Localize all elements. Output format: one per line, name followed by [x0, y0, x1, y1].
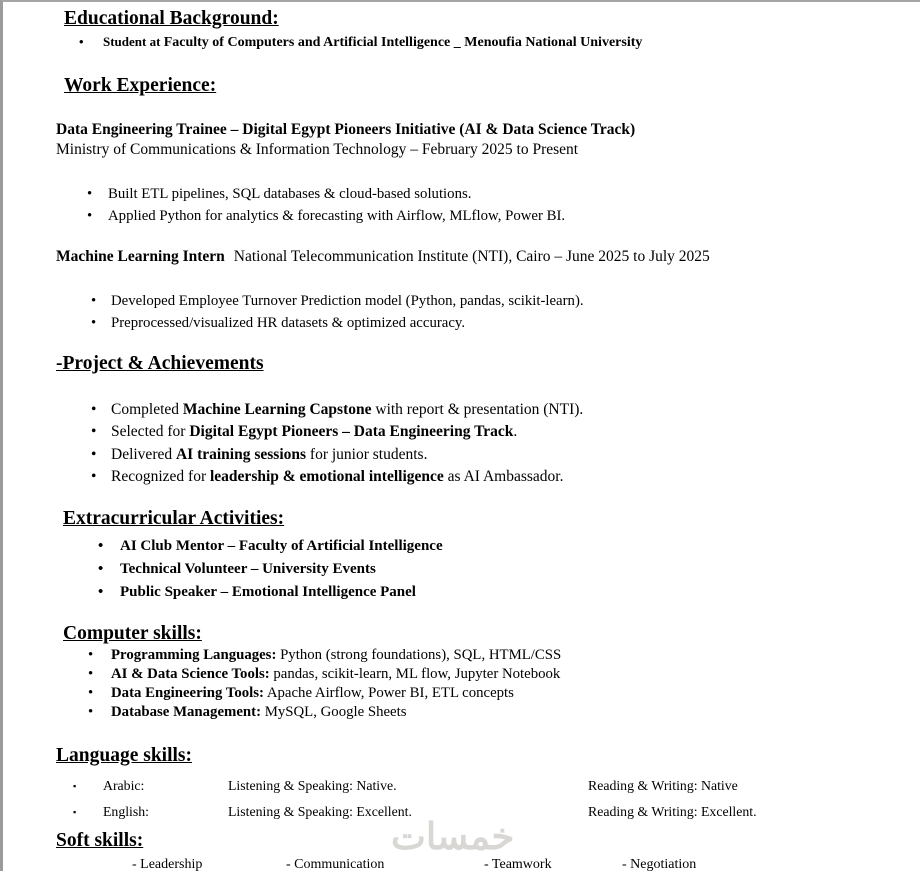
skill-label: Data Engineering Tools:	[111, 685, 264, 701]
bullet-icon: •	[88, 704, 94, 720]
job-org-line: Ministry of Communications & Information Technology – February 2025 to Present	[56, 141, 579, 158]
project-bullet	[91, 445, 427, 465]
skill-value: MySQL, Google Sheets	[261, 704, 407, 720]
section-heading-work: Work Experience:	[64, 75, 217, 96]
skill-value: pandas, scikit-learn, ML flow, Jupyter Notebook	[269, 666, 561, 682]
education-item	[79, 33, 642, 51]
skill-label: Programming Languages:	[111, 647, 277, 663]
project-bullet	[91, 400, 583, 420]
job-bullet-text: Developed Employee Turnover Prediction model (Python, pandas, scikit-learn).	[111, 293, 584, 309]
soft-skill-item: - Negotiation	[622, 857, 697, 871]
project-text-post: as AI Ambassador.	[443, 468, 564, 485]
extracurricular-bullet	[98, 559, 376, 579]
section-heading-education: Educational Background:	[64, 8, 279, 29]
skill-value: Python (strong foundations), SQL, HTML/CSS	[276, 647, 562, 663]
computer-skill-bullet	[88, 703, 407, 722]
extracurricular-text: Technical Volunteer – University Events	[120, 561, 376, 577]
extracurricular-bullet	[98, 582, 416, 602]
language-listening: Listening & Speaking: Excellent.	[228, 804, 412, 819]
project-text-bold: leadership & emotional intelligence	[210, 468, 444, 485]
education-item-prefix: Student at	[103, 34, 164, 49]
skill-label: AI & Data Science Tools:	[111, 666, 270, 682]
language-reading: Reading & Writing: Native	[588, 778, 738, 793]
project-text-post: .	[513, 423, 518, 440]
skill-value: Apache Airflow, Power BI, ETL concepts	[263, 685, 514, 701]
bullet-icon: •	[88, 685, 94, 701]
job-title-line	[56, 247, 710, 267]
language-reading: Reading & Writing: Excellent.	[588, 804, 757, 819]
bullet-icon: •	[91, 315, 97, 331]
job-bullet-text: Built ETL pipelines, SQL databases & cloud-based solutions.	[108, 186, 472, 202]
bullet-icon: •	[79, 34, 84, 49]
bullet-icon: •	[98, 538, 104, 554]
language-name: Arabic:	[103, 778, 145, 793]
job-org-line: National Telecommunication Institute (NTI), Cairo – June 2025 to July 2025	[233, 248, 710, 265]
job-title: Data Engineering Trainee – Digital Egypt Pioneers Initiative (AI & Data Science Track)	[56, 121, 636, 138]
bullet-icon: •	[98, 561, 104, 577]
project-text-post: with report & presentation (NTI).	[371, 401, 584, 418]
bullet-icon: •	[87, 186, 93, 202]
extracurricular-bullet	[98, 536, 443, 556]
job-title: Machine Learning Intern	[56, 248, 225, 265]
bullet-icon: •	[91, 423, 97, 440]
project-text-bold: Machine Learning Capstone	[182, 401, 372, 418]
computer-skill-bullet	[88, 646, 561, 665]
section-heading-language-skills: Language skills:	[56, 745, 192, 766]
watermark: خمسات	[391, 817, 515, 858]
extracurricular-text: Public Speaker – Emotional Intelligence Panel	[120, 584, 416, 600]
square-bullet-icon: ▪	[73, 807, 77, 817]
bullet-icon: •	[91, 446, 97, 463]
project-text-pre: Recognized for	[111, 468, 210, 485]
education-item-text: Faculty of Computers and Artificial Intelligence _ Menoufia National University	[163, 35, 643, 50]
language-name: English:	[103, 804, 149, 819]
soft-skill-item: - Communication	[286, 857, 385, 871]
project-bullet	[91, 422, 517, 442]
extracurricular-text: AI Club Mentor – Faculty of Artificial Intelligence	[120, 538, 443, 554]
section-heading-extracurricular: Extracurricular Activities:	[63, 508, 285, 529]
job-bullet	[87, 184, 471, 204]
project-text-bold: Digital Egypt Pioneers – Data Engineering Track	[189, 423, 514, 440]
bullet-icon: •	[88, 647, 94, 663]
section-heading-computer-skills: Computer skills:	[63, 623, 202, 644]
soft-skill-item: - Teamwork	[484, 857, 552, 871]
bullet-icon: •	[98, 584, 104, 600]
bullet-icon: •	[91, 468, 97, 485]
project-text-post: for junior students.	[306, 446, 428, 463]
bullet-icon: •	[91, 401, 97, 418]
bullet-icon: •	[87, 208, 93, 224]
project-bullet	[91, 467, 563, 487]
job-bullet-text: Applied Python for analytics & forecasting with Airflow, MLflow, Power BI.	[108, 208, 566, 224]
job-bullet	[91, 291, 584, 311]
job-bullet	[91, 313, 465, 333]
language-listening: Listening & Speaking: Native.	[228, 778, 397, 793]
computer-skill-bullet	[88, 684, 514, 703]
square-bullet-icon: ▪	[73, 781, 77, 791]
project-text-pre: Delivered	[111, 446, 176, 463]
bullet-icon: •	[91, 293, 97, 309]
bullet-icon: •	[88, 666, 94, 682]
project-text-bold: AI training sessions	[175, 446, 307, 463]
job-bullet-text: Preprocessed/visualized HR datasets & optimized accuracy.	[111, 315, 466, 331]
project-text-pre: Completed	[111, 401, 183, 418]
computer-skill-bullet	[88, 665, 560, 684]
skill-label: Database Management:	[111, 704, 261, 720]
soft-skill-item: - Leadership	[132, 857, 203, 871]
section-heading-soft-skills: Soft skills:	[56, 830, 144, 851]
section-heading-projects: -Project & Achievements	[56, 353, 264, 374]
project-text-pre: Selected for	[111, 423, 190, 440]
job-bullet	[87, 206, 565, 226]
